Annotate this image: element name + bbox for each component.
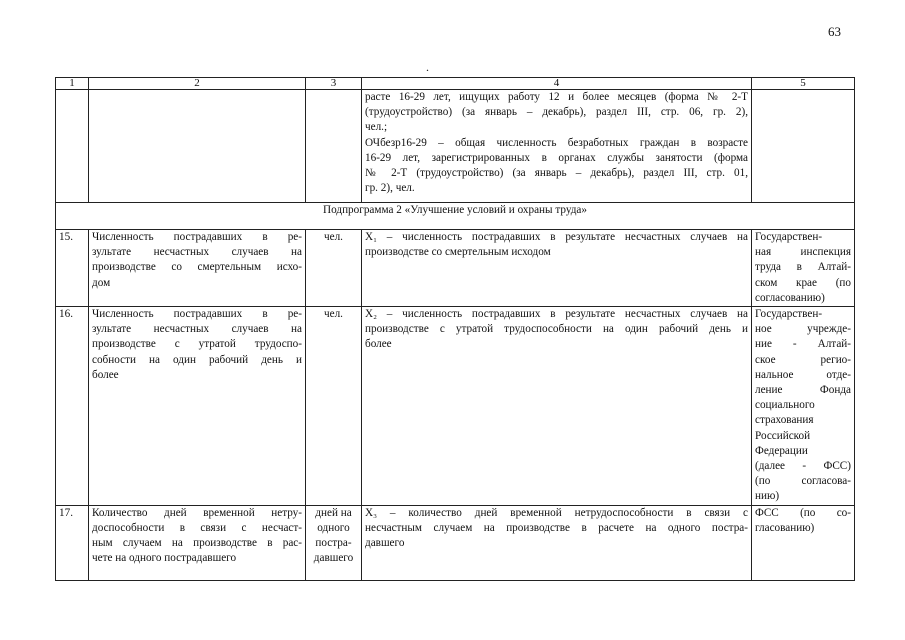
text-line: давшего — [313, 552, 354, 565]
text-line: нию) — [755, 490, 780, 503]
text-line: чете на одного пострадавшего — [92, 552, 237, 565]
text-line: Численность пострадавших в ре- — [92, 231, 302, 243]
data-source — [752, 230, 855, 307]
indicator-table — [55, 77, 855, 581]
row-number: 15. — [56, 230, 89, 307]
stray-dot: . — [426, 60, 429, 74]
text-line: собности на один рабочий день и — [92, 353, 302, 366]
text-line: расте 16-29 лет, ищущих работу 12 и более месяцев (форма № 2-Т — [365, 91, 748, 103]
text-line: чел. — [324, 308, 343, 321]
text-line: зультате несчастных случаев на — [92, 246, 302, 259]
table-row — [56, 307, 855, 506]
text-line: давшего — [365, 537, 405, 550]
header-col-4: 4 — [362, 78, 752, 90]
subprogram-title: Подпрограмма 2 «Улучшение условий и охраны труда» — [56, 203, 855, 230]
text-line: № 2-Т (трудоустройство) (за январь – декабрь), раздел III, стр. 01, — [365, 167, 748, 180]
text-line: социального — [755, 399, 815, 412]
formula — [362, 230, 752, 307]
text-line: гр. 2), чел. — [365, 182, 415, 195]
text-line: ние - Алтай- — [755, 338, 851, 351]
text-line: Российской — [755, 429, 811, 442]
text-line: (далее - ФСС) — [755, 460, 851, 473]
text-line: труда в Алтай- — [755, 261, 851, 274]
text-line: чел.; — [365, 121, 388, 134]
text-line: производстве со смертельным исхо- — [92, 261, 302, 274]
text-line: согласованию) — [755, 291, 825, 304]
text-line: одного — [317, 521, 350, 534]
cell-empty — [56, 90, 89, 203]
table-row — [56, 505, 855, 580]
text-line: несчастным случаем на производстве в расчете на одного постра- — [365, 521, 748, 534]
header-col-5: 5 — [752, 78, 855, 90]
text-line: Количество дней временной нетру- — [92, 506, 302, 519]
continuation-row — [56, 90, 855, 203]
text-line: дом — [92, 276, 111, 289]
text-line: ление Фонда — [755, 384, 851, 397]
data-source — [752, 307, 855, 506]
text-line: ное учрежде- — [755, 323, 851, 336]
text-line: производстве с утратой трудоспособности на один рабочий день и — [365, 323, 748, 336]
subprogram-row — [56, 203, 855, 230]
text-line: чел. — [324, 231, 343, 243]
text-line: X₃ – количество дней временной нетрудоспособности в связи с — [365, 506, 748, 519]
text-line: Численность пострадавших в ре- — [92, 308, 302, 321]
text-line: нальное отде- — [755, 368, 851, 381]
text-line: X₁ – численность пострадавших в результате несчастных случаев на — [365, 231, 748, 243]
unit — [306, 230, 362, 307]
row-number: 17. — [56, 505, 89, 580]
header-row — [56, 78, 855, 90]
text-line: ная инспекция — [755, 246, 851, 259]
data-source — [752, 505, 855, 580]
text-line: страхования — [755, 414, 814, 427]
cell-empty — [89, 90, 306, 203]
text-line: зультате несчастных случаев на — [92, 323, 302, 336]
indicator-name — [89, 307, 306, 506]
text-line: Государствен- — [755, 308, 823, 321]
text-line: гласованию) — [755, 521, 815, 534]
text-line: X₂ – численность пострадавших в результате несчастных случаев на — [365, 308, 748, 321]
text-line: более — [92, 368, 119, 381]
header-col-1: 1 — [56, 78, 89, 90]
text-line: постра- — [315, 537, 352, 550]
formula — [362, 505, 752, 580]
text-line: 16-29 лет, зарегистрированных в органах службы занятости (форма — [365, 151, 748, 164]
text-line: производстве со смертельным исходом — [365, 246, 551, 259]
unit — [306, 505, 362, 580]
cell-empty — [306, 90, 362, 203]
continuation-text — [362, 90, 752, 203]
header-col-3: 3 — [306, 78, 362, 90]
text-line: производстве с утратой трудоспо- — [92, 338, 302, 351]
formula — [362, 307, 752, 506]
cell-empty — [752, 90, 855, 203]
indicator-name — [89, 505, 306, 580]
text-line: дней на — [315, 506, 352, 519]
text-line: ском крае (по — [755, 276, 851, 289]
text-line: ФСС (по со- — [755, 506, 851, 519]
text-line: доспособности в связи с несчаст- — [92, 521, 302, 534]
text-line: ское регио- — [755, 353, 851, 366]
text-line: более — [365, 338, 392, 351]
text-line: ным случаем на производстве в рас- — [92, 537, 302, 550]
text-line: (по согласова- — [755, 475, 851, 488]
indicator-name — [89, 230, 306, 307]
text-line: Федерации — [755, 444, 808, 457]
text-line: ОЧбезр16-29 – общая численность безработных граждан в возрасте — [365, 136, 748, 149]
table-row — [56, 230, 855, 307]
unit — [306, 307, 362, 506]
row-number: 16. — [56, 307, 89, 506]
page-number: 63 — [828, 24, 841, 39]
header-col-2: 2 — [89, 78, 306, 90]
text-line: (трудоустройство) (за январь – декабрь), раздел III, стр. 06, гр. 2), — [365, 106, 748, 119]
text-line: Государствен- — [755, 231, 823, 243]
